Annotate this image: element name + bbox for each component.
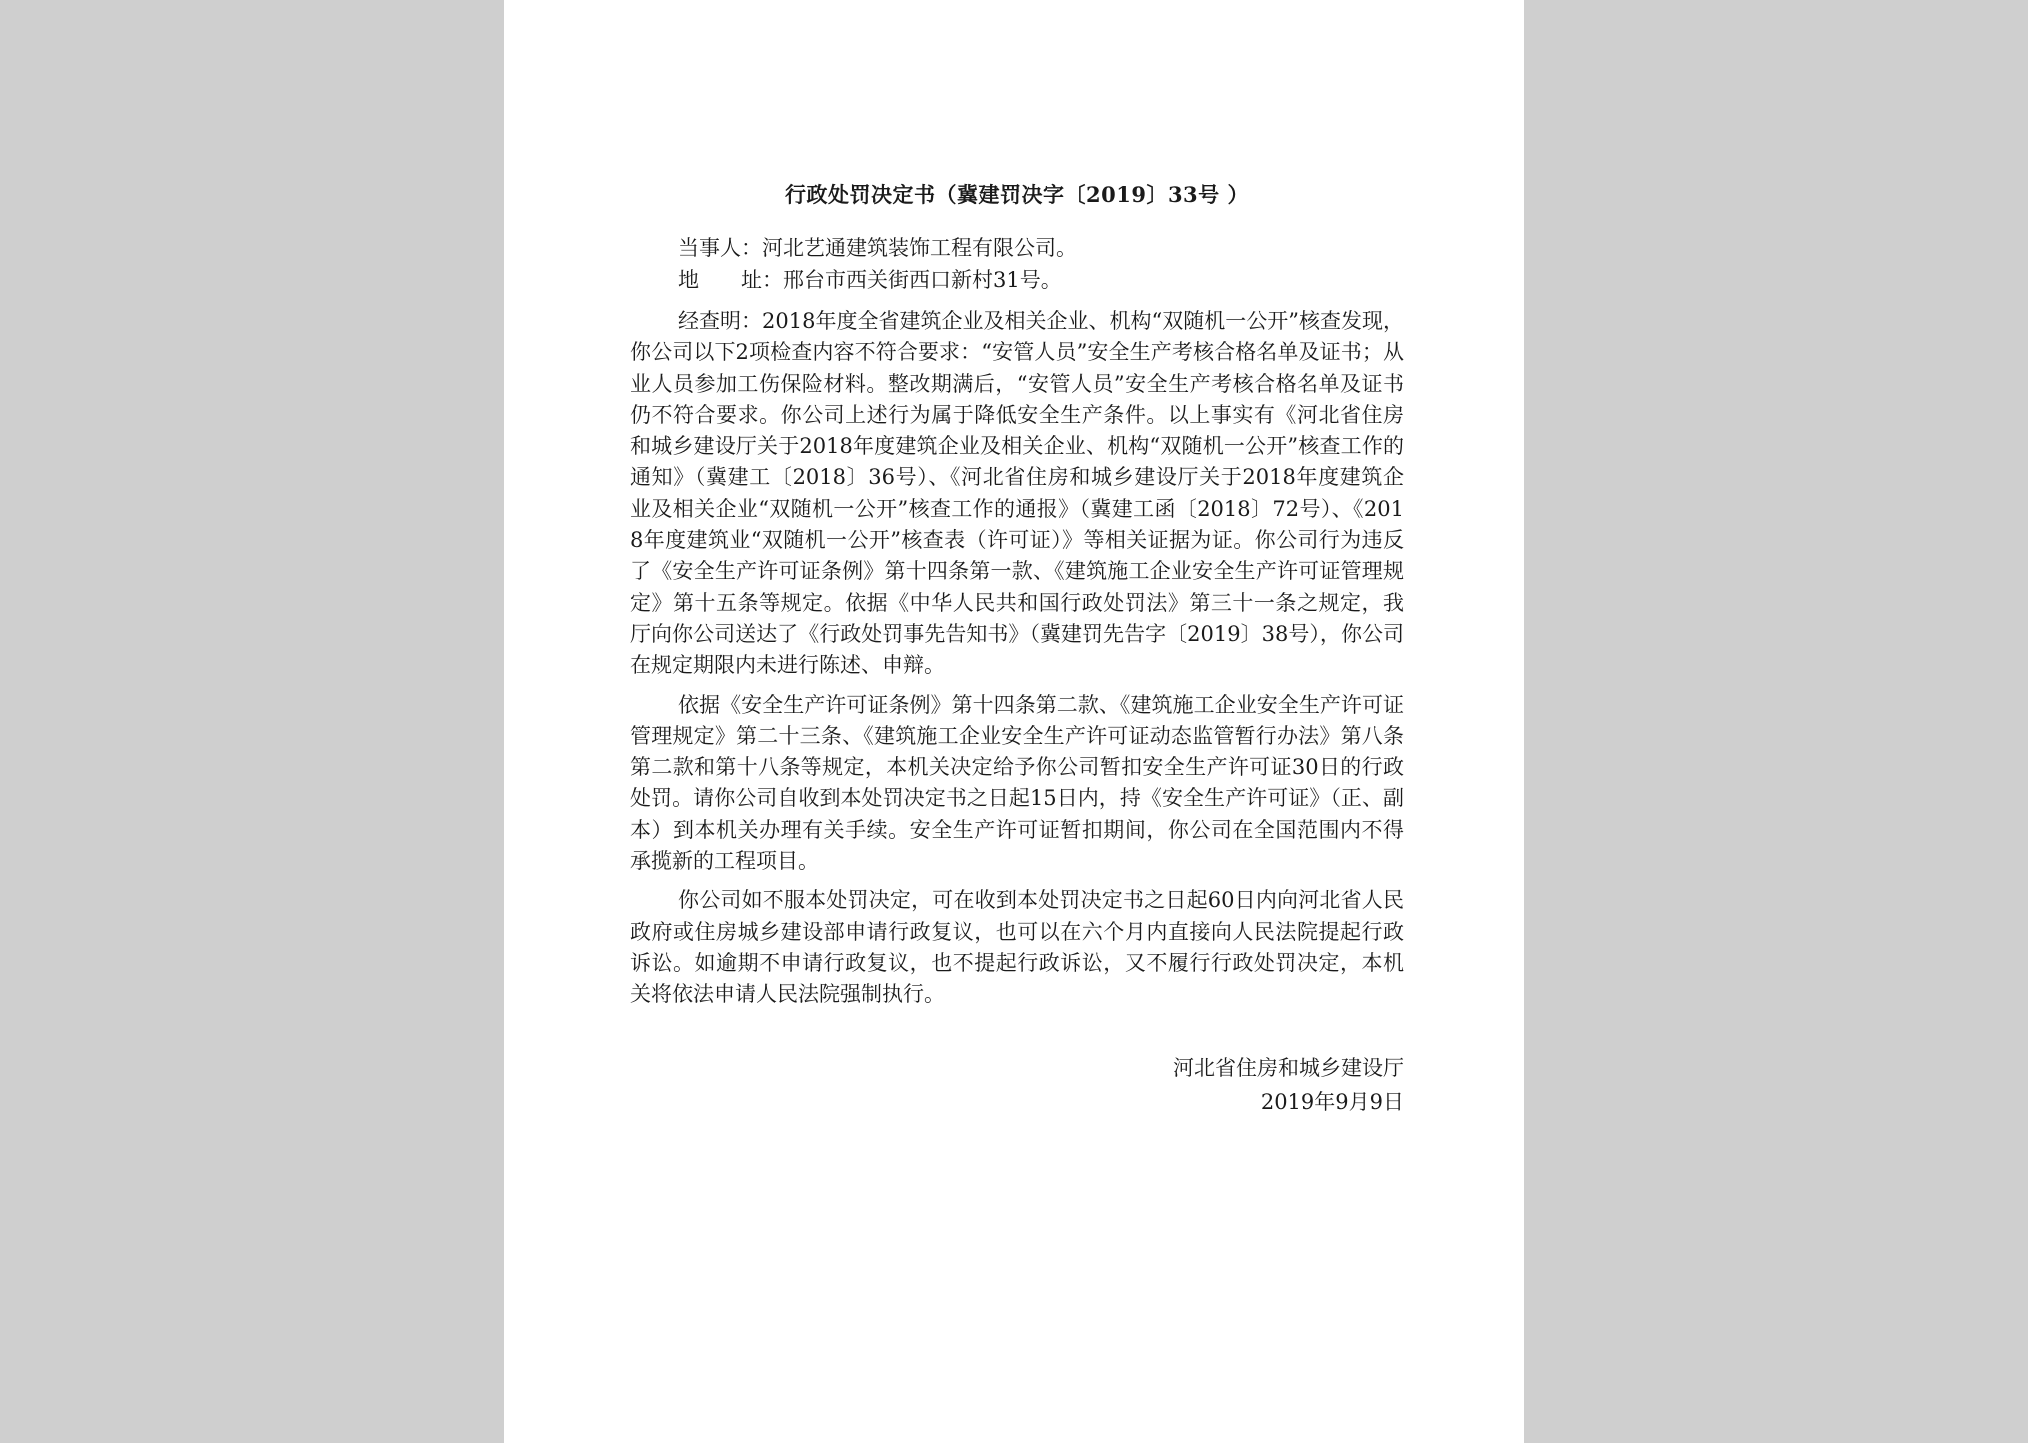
address-line: 地 址：邢台市西关街西口新村31号。 (678, 268, 1062, 292)
document-body (630, 180, 1404, 1119)
findings-paragraph: 经查明：2018年度全省建筑企业及相关企业、机构“双随机一公开”核查发现，你公司以下2项检查内容不符合要求：“安管人员”安全生产考核合格名单及证书；从业人员参加工伤保险材料。整改期满后，“安管人员”安全生产考核合格名单及证书仍不符合要求。你公司上述行为属于降低安全生产条件。以上事实有《河北省住房和城乡建设厅关于2018年度建筑企业及相关企业、机构“双随机一公开”核查工作的通知》（冀建工〔2018〕36号）、《河北省住房和城乡建设厅关于2018年度建筑企业及相关企业“双随机一公开”核查工作的通报》（冀建工函〔2018〕72号）、《2018年度建筑业“双随机一公开”核查表（许可证）》等相关证据为证。你公司行为违反了《安全生产许可证条例》第十四条第一款、《建筑施工企业安全生产许可证管理规定》第十五条等规定。依据《中华人民共和国行政处罚法》第三十一条之规定，我厅向你公司送达了《行政处罚事先告知书》（冀建罚先告字〔2019〕38号），你公司在规定期限内未进行陈述、申辩。 (630, 309, 1404, 678)
appeal-paragraph: 你公司如不服本处罚决定，可在收到本处罚决定书之日起60日内向河北省人民政府或住房城乡建设部申请行政复议，也可以在六个月内直接向人民法院提起行政诉讼。如逾期不申请行政复议，也不提起行政诉讼，又不履行行政处罚决定，本机关将依法申请人民法院强制执行。 (630, 888, 1404, 1007)
party-line: 当事人：河北艺通建筑装饰工程有限公司。 (678, 236, 1077, 260)
signature-block (630, 1051, 1404, 1119)
document-title: 行政处罚决定书（冀建罚决字〔2019〕33号 ） (785, 182, 1249, 207)
issue-date: 2019年9月9日 (1260, 1089, 1404, 1114)
document-page (504, 0, 1524, 1443)
issuer-name: 河北省住房和城乡建设厅 (1173, 1055, 1404, 1080)
decision-paragraph: 依据《安全生产许可证条例》第十四条第二款、《建筑施工企业安全生产许可证管理规定》第二十三条、《建筑施工企业安全生产许可证动态监管暂行办法》第八条第二款和第十八条等规定，本机关决定给予你公司暂扣安全生产许可证30日的行政处罚。请你公司自收到本处罚决定书之日起15日内，持《安全生产许可证》（正、副本）到本机关办理有关手续。安全生产许可证暂扣期间，你公司在全国范围内不得承揽新的工程项目。 (630, 692, 1404, 874)
